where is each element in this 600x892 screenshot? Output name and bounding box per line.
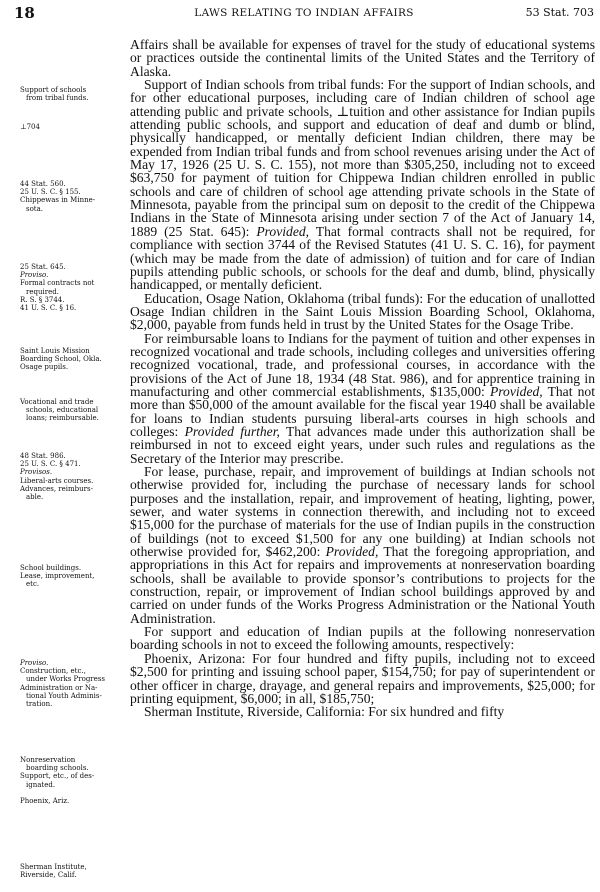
text-segment: Support of Indian schools from tribal funds: For the support of Indian schools, and for other educational purposes, including care of Indian children of school age attending public and private schools, ⊥tuition and other assistance for Indian pupils attending public schools, and support and education of deaf and dumb or blind, physically handicapped, or mentally deficient Indian children, there may be expended from Indian tribal funds and from school revenues arising under the Act of May 17, 1926 (25 U. S. C. 155), not more than $305,250, including not to exceed $63,750 for payment of tuition for Chippewa Indian children enrolled in public schools and care of children of school age attending private schools in the State of Minnesota, payable from the principal sum on deposit to the credit of the Chippewa Indians in the State of Minnesota arising under section 7 of the Act of January 14, 1889 (25 Stat. 645): — [130, 77, 595, 239]
text-segment: That formal contracts shall not be required, for compliance with section 3744 of the Revised Statutes (41 U. S. C. 16), for payment (which may be made from the date of admission) of tuition and for care of Indian pupils attending public schools, or schools for the deaf and dumb, blind, physically handicapped, or mentally deficient. — [130, 223, 595, 293]
margin-note-line: required. — [26, 287, 59, 296]
margin-note-line: Formal contracts not — [20, 279, 95, 288]
margin-note-line: under Works Progress — [26, 675, 105, 684]
text-segment: For lease, purchase, repair, and improvement of buildings at Indian schools not otherwise provided for, including the purchase of necessary lands for school purposes and the installation, repair, and improvement of heating, lighting, power, sewer, and water systems in connection therewith, and including not to exceed $15,000 for the purchase of materials for the use of Indian pupils in the construction of buildings (not to exceed $1,500 for any one building) at Indian schools not otherwise provided for, $462,200: — [130, 464, 595, 560]
margin-note-line: Nonreservation — [20, 756, 76, 764]
margin-note — [20, 756, 122, 789]
margin-note-line: loans; reimbursable. — [26, 414, 99, 423]
margin-note-line: Support of schools — [20, 86, 87, 94]
text-segment: Phoenix, Arizona: For four hundred and fifty pupils, including not to exceed $2,500 for printing and issuing school paper, $154,750; for pay of superintendent or other officer in charge, drayage, and general repairs and improvements, $25,000; for printing equipment, $6,000; in all, $185,750; — [130, 650, 595, 706]
running-title: LAWS RELATING TO INDIAN AFFAIRS — [194, 7, 414, 19]
margin-note-line: Vocational and trade — [20, 398, 94, 406]
margin-note-line: from tribal funds. — [26, 94, 89, 103]
margin-note-line: boarding schools. — [26, 764, 89, 773]
text-segment: For support and education of Indian pupils at the following nonreservation boarding schools in not to exceed the following amounts, respectively: — [130, 624, 595, 653]
text-segment: Affairs shall be available for expenses of travel for the study of educational systems or practices outside the continental limits of the United States and the Territory of Alaska. — [130, 37, 595, 79]
paragraph — [130, 625, 595, 652]
margin-note-line: able. — [26, 493, 44, 502]
proviso-text: Provided further, — [184, 423, 280, 439]
margin-note-line: Liberal-arts courses. — [20, 476, 94, 485]
text-segment: For reimbursable loans to Indians for the payment of tuition and other expenses in recognized vocational and trade schools, including colleges and universities offering recognized vocational, trade, and professional courses, in accordance with the provisions of the Act of June 18, 1934 (48 Stat. 986), and for apprentice training in manufacturing and other commercial establishments, $135,000: — [130, 330, 595, 399]
margin-note-line: Osage pupils. — [20, 363, 69, 372]
margin-note-line: ignated. — [26, 780, 56, 789]
paragraph — [130, 292, 595, 332]
text-segment: Education, Osage Nation, Oklahoma (tribal funds): For the education of unallotted Osage Indian children in the Saint Louis Mission Boarding School, Oklahoma, $2,000, payable from funds held in trust by the United States for the Osage Tribe. — [130, 290, 595, 333]
margin-note-line: Phoenix, Ariz. — [20, 797, 70, 805]
paragraph — [130, 465, 595, 625]
margin-note-line: 41 U. S. C. § 16. — [20, 304, 77, 313]
margin-note-line: schools, educational — [26, 406, 99, 415]
margin-note-line: Construction, etc., — [20, 667, 86, 676]
text-segment: That advances made under this authorization shall be reimbursed in not to exceed eight years, under such rules and regulations as the Secretary of the Interior may prescribe. — [130, 423, 596, 466]
proviso-text: Provided, — [325, 544, 379, 560]
text-segment: That the foregoing appropriation, and appropriations in this Act for repairs and improvements at nonreservation boarding schools, shall be available to provide sponsor’s contributions to projects for the construction, repair, or improvement of Indian school buildings approved by and carried on under funds of the Works Progress Administration or the National Youth Administration. — [130, 544, 595, 626]
margin-note-line: Provisos. — [20, 468, 53, 477]
margin-note-line: Advances, reimburs- — [20, 484, 93, 493]
statute-text — [130, 38, 595, 719]
margin-note-line: School buildings. — [20, 564, 82, 572]
margin-note — [20, 180, 122, 213]
margin-note — [20, 347, 122, 372]
page-header — [14, 4, 594, 26]
margin-note — [20, 452, 122, 501]
paragraph — [130, 652, 595, 705]
proviso-text: Provided, — [256, 223, 310, 239]
paragraph — [130, 705, 595, 718]
margin-note-line: Administration or Na- — [20, 683, 98, 692]
margin-note — [20, 863, 122, 879]
page-number: 18 — [14, 4, 35, 22]
margin-note-line: 48 Stat. 986. — [20, 452, 66, 460]
margin-note-line: Chippewas in Minne- — [20, 196, 96, 205]
margin-note-line: Riverside, Calif. — [20, 871, 77, 880]
margin-note-line: etc. — [26, 580, 40, 589]
margin-note — [20, 123, 122, 131]
margin-note-line: 25 U. S. C. § 155. — [20, 188, 81, 197]
paragraph — [130, 332, 595, 465]
margin-note-line: 25 Stat. 645. — [20, 263, 66, 271]
paragraph — [130, 38, 595, 78]
margin-note-line: Saint Louis Mission — [20, 347, 90, 355]
margin-note-line: sota. — [26, 204, 44, 213]
proviso-text: Provided, — [489, 383, 543, 399]
margin-note-line: Proviso. — [20, 659, 49, 667]
margin-note-line: tration. — [26, 700, 53, 709]
margin-note — [20, 86, 122, 102]
margin-note-line: Lease, improvement, — [20, 572, 95, 581]
margin-note — [20, 398, 122, 423]
margin-note-line: 44 Stat. 560. — [20, 180, 66, 188]
margin-note-line: Support, etc., of des- — [20, 772, 95, 781]
margin-note — [20, 564, 122, 589]
margin-note-line: ⊥704 — [20, 123, 40, 131]
paragraph — [130, 78, 595, 292]
margin-note-line: tional Youth Adminis- — [26, 691, 102, 700]
margin-note — [20, 659, 122, 708]
text-segment: That not more than $50,000 of the amount available for the fiscal year 1940 shall be available for loans to Indian students pursuing liberal-arts courses in high schools and colleges: — [130, 383, 595, 439]
margin-note-line: Boarding School, Okla. — [20, 355, 102, 364]
margin-note-line: Sherman Institute, — [20, 863, 87, 871]
margin-note-line: 25 U. S. C. § 471. — [20, 460, 81, 469]
text-segment: Sherman Institute, Riverside, California: For six hundred and fifty — [144, 704, 505, 720]
statute-reference: 53 Stat. 703 — [525, 6, 594, 19]
margin-note-line: Proviso. — [20, 271, 49, 280]
margin-note — [20, 797, 122, 805]
margin-note — [20, 263, 122, 312]
margin-note-line: R. S. § 3744. — [20, 295, 65, 304]
